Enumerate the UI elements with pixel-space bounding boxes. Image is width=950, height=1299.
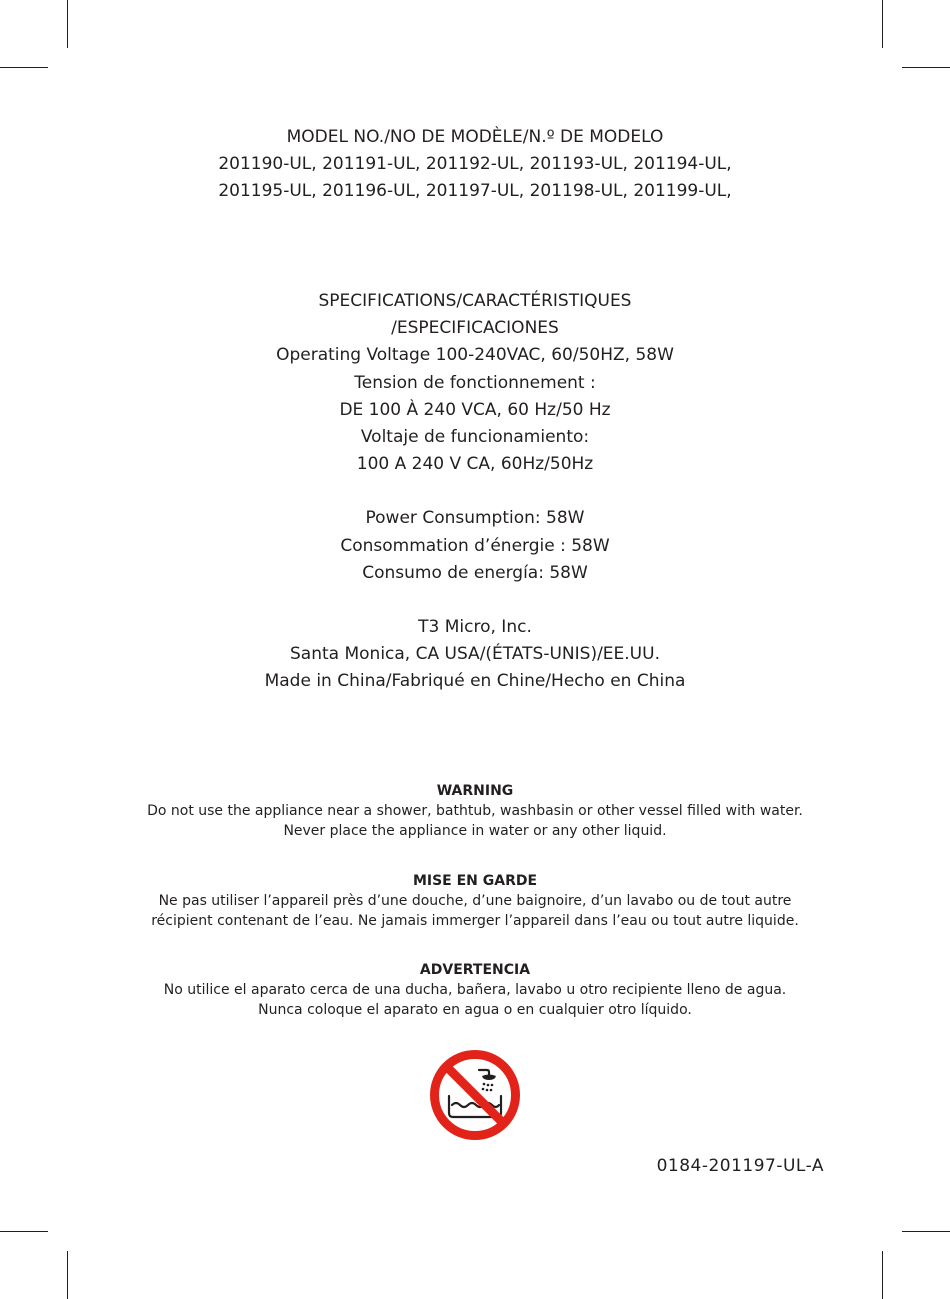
warning-en-line-1: Do not use the appliance near a shower, bathtub, washbasin or other vessel filled with water. <box>147 803 803 819</box>
no-water-bath-icon <box>429 1049 521 1141</box>
crop-mark <box>882 1251 883 1299</box>
power-fr: Consommation d’énergie : 58W <box>340 535 610 556</box>
company-location: Santa Monica, CA USA/(ÉTATS-UNIS)/EE.UU. <box>290 644 660 665</box>
voltage-fr-value: DE 100 À 240 VCA, 60 Hz/50 Hz <box>339 399 611 420</box>
warning-en <box>0 781 950 841</box>
warning-es-title: ADVERTENCIA <box>419 962 531 978</box>
specs-heading-1: SPECIFICATIONS/CARACTÉRISTIQUES <box>318 291 632 311</box>
model-list-line-1: 201190-UL, 201191-UL, 201192-UL, 201193-UL, 201194-UL, <box>218 154 732 174</box>
warning-en-title: WARNING <box>436 783 514 799</box>
crop-mark <box>0 1231 48 1232</box>
crop-mark <box>67 0 68 48</box>
specifications-section <box>0 288 950 696</box>
warning-fr <box>0 871 950 931</box>
model-heading: MODEL NO./NO DE MODÈLE/N.º DE MODELO <box>286 127 664 147</box>
part-number: 0184-201197-UL-A <box>656 1156 824 1176</box>
crop-mark <box>0 67 48 68</box>
voltage-fr-label: Tension de fonctionnement : <box>354 372 596 393</box>
crop-mark <box>67 1251 68 1299</box>
warning-fr-line-2: récipient contenant de l’eau. Ne jamais immerger l’appareil dans l’eau ou tout autre liquide. <box>151 913 799 929</box>
warning-es <box>0 960 950 1020</box>
voltage-es-label: Voltaje de funcionamiento: <box>360 427 590 448</box>
voltage-en: Operating Voltage 100-240VAC, 60/50HZ, 58W <box>276 345 674 366</box>
warning-fr-line-1: Ne pas utiliser l’appareil près d’une douche, d’une baignoire, d’un lavabo ou de tout autre <box>158 893 792 909</box>
warning-es-line-2: Nunca coloque el aparato en agua o en cualquier otro líquido. <box>258 1002 692 1018</box>
model-list-line-2: 201195-UL, 201196-UL, 201197-UL, 201198-UL, 201199-UL, <box>218 181 732 201</box>
model-section <box>0 124 950 205</box>
country-of-origin: Made in China/Fabriqué en Chine/Hecho en China <box>264 671 686 692</box>
specs-heading-2: /ESPECIFICACIONES <box>391 318 559 339</box>
power-en: Power Consumption: 58W <box>365 508 585 529</box>
crop-mark <box>882 0 883 48</box>
crop-mark <box>902 67 950 68</box>
warning-fr-title: MISE EN GARDE <box>412 873 538 889</box>
voltage-es-value: 100 A 240 V CA, 60Hz/50Hz <box>356 454 594 475</box>
warning-es-line-1: No utilice el aparato cerca de una ducha, bañera, lavabo u otro recipiente lleno de agua. <box>163 982 787 998</box>
power-es: Consumo de energía: 58W <box>362 562 588 583</box>
warning-en-line-2: Never place the appliance in water or any other liquid. <box>283 823 667 839</box>
crop-mark <box>902 1231 950 1232</box>
company-name: T3 Micro, Inc. <box>418 617 532 638</box>
